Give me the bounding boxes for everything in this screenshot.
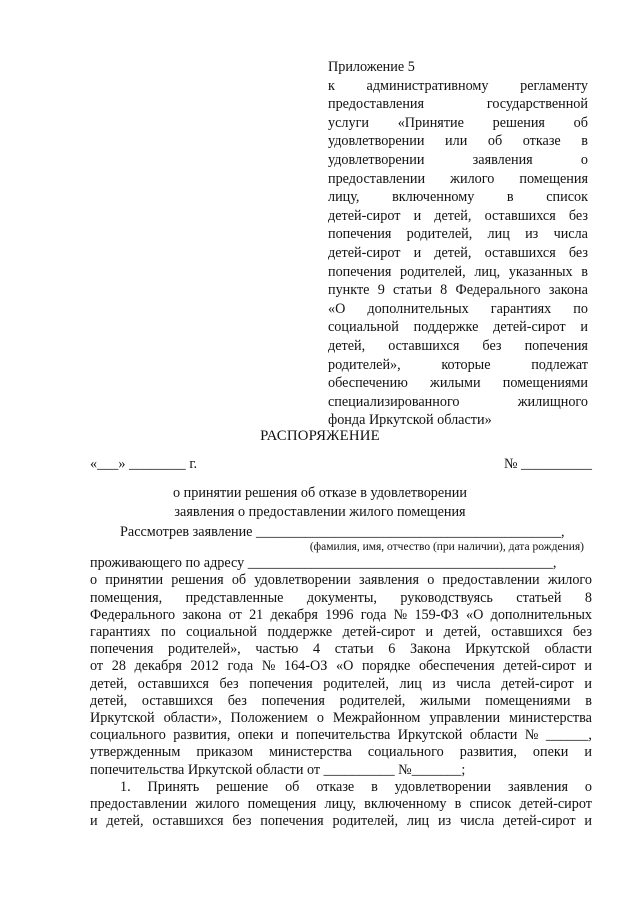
word: года xyxy=(360,606,387,623)
word: обеспечения xyxy=(418,658,495,675)
word: по xyxy=(160,624,176,641)
word: декабря xyxy=(134,658,182,675)
word: помещениями xyxy=(485,692,571,709)
word: детей, xyxy=(434,244,472,261)
word: оставшихся xyxy=(137,675,209,692)
word: и xyxy=(425,624,434,641)
word: из xyxy=(437,813,452,830)
word: государственной xyxy=(486,96,588,113)
subject-line-1: о принятии решения об отказе в удовлетворении xyxy=(173,485,467,501)
word: оставшихся xyxy=(491,624,563,641)
word: попечения xyxy=(249,675,313,692)
word: 1. xyxy=(120,778,131,795)
word: дополнительных xyxy=(367,300,469,317)
word: статьей xyxy=(516,589,562,606)
appendix-line-4 xyxy=(328,132,588,151)
word: из xyxy=(432,675,446,692)
word: дополнительных xyxy=(490,606,592,623)
word: родителей», xyxy=(328,356,401,373)
date-number-row xyxy=(90,456,592,473)
word: лицу, xyxy=(324,796,356,813)
word: детей-сирот xyxy=(503,658,576,675)
word: 4 xyxy=(313,641,321,658)
word: года xyxy=(227,658,254,675)
word: о xyxy=(90,572,98,589)
word: об xyxy=(487,133,503,150)
appendix-line-18 xyxy=(328,393,588,412)
word: и xyxy=(413,244,422,261)
word: приказом xyxy=(196,744,253,761)
word: удовлетворении xyxy=(328,133,425,150)
word: в xyxy=(506,189,514,206)
word: удовлетворении xyxy=(394,778,492,795)
appendix-line-8 xyxy=(328,207,588,226)
word: детей-сирот xyxy=(328,207,401,224)
word: об xyxy=(573,114,588,131)
word: помещения xyxy=(247,796,317,813)
word: попечительства xyxy=(295,727,391,744)
word: детей, xyxy=(106,813,144,830)
word: без xyxy=(572,624,592,641)
word: Иркутской xyxy=(397,727,463,744)
p1-line-2 xyxy=(90,796,592,813)
word: числа xyxy=(456,675,491,692)
word: без xyxy=(568,207,588,224)
word: административному xyxy=(366,77,489,94)
word: и xyxy=(90,813,98,830)
word: предоставления xyxy=(328,96,425,113)
word: социальной xyxy=(186,624,257,641)
word: указанных xyxy=(508,263,573,280)
word: обеспечению xyxy=(328,375,408,392)
body-line-11 xyxy=(90,744,592,761)
word: детей-сирот xyxy=(493,319,566,336)
word: отказе xyxy=(316,778,355,795)
word: закона xyxy=(548,282,588,299)
word: подлежат xyxy=(531,356,588,373)
word: родителей, xyxy=(400,263,466,280)
p1-line-3 xyxy=(90,813,592,830)
word: лиц xyxy=(487,226,510,243)
body-line-10 xyxy=(90,727,592,744)
word: № xyxy=(261,658,276,675)
word: жилищного xyxy=(517,393,588,410)
word: числа xyxy=(459,813,495,830)
word: Принять xyxy=(147,778,200,795)
word: статьи xyxy=(393,282,432,299)
appendix-line-5 xyxy=(328,151,588,170)
word: и xyxy=(584,675,592,692)
word: лицу, xyxy=(328,189,360,206)
word: лиц xyxy=(406,813,430,830)
appendix-line-10 xyxy=(328,244,588,263)
word: 8 xyxy=(440,282,448,299)
word: и xyxy=(280,727,289,744)
word: заявления xyxy=(359,572,420,589)
word: оставшихся xyxy=(141,692,214,709)
appendix-last-line: фонда Иркутской области» xyxy=(328,412,492,429)
word: родителей, xyxy=(339,692,406,709)
word: № xyxy=(393,606,408,623)
word: детей, xyxy=(90,692,128,709)
word: поддержке xyxy=(413,319,479,336)
word: родителей», xyxy=(168,641,241,658)
paragraph-1 xyxy=(90,779,592,831)
word: решения xyxy=(492,114,545,131)
word: предоставлении xyxy=(442,572,540,589)
word: попечения xyxy=(260,813,324,830)
word: 1996 xyxy=(325,606,354,623)
word: представленные xyxy=(185,589,284,606)
p1-line-1 xyxy=(90,779,592,796)
word: в xyxy=(454,796,462,813)
word: утвержденным xyxy=(90,744,181,761)
word: Федерального xyxy=(455,282,541,299)
word: жилого xyxy=(450,170,495,187)
word: удовлетворении xyxy=(254,572,351,589)
appendix-line-3 xyxy=(328,114,588,133)
word: области xyxy=(469,727,518,744)
word: опеки xyxy=(237,727,274,744)
word: порядке xyxy=(361,658,411,675)
word: решение xyxy=(216,778,269,795)
word: «О xyxy=(466,606,484,623)
body-line-5 xyxy=(90,641,592,658)
word: опеки xyxy=(532,744,569,761)
word: числа xyxy=(553,226,588,243)
word: Федерального xyxy=(90,606,176,623)
word: области», xyxy=(163,710,222,727)
word: руководствуясь xyxy=(400,589,493,606)
appendix-line-11 xyxy=(328,263,588,282)
word: социальной xyxy=(328,319,399,336)
order-subject xyxy=(0,484,640,522)
word: по xyxy=(573,300,588,317)
word: от xyxy=(90,658,104,675)
word: детей-сирот xyxy=(342,624,416,641)
body-lines xyxy=(90,572,592,761)
word: детей, xyxy=(443,624,481,641)
body-line-applicant xyxy=(90,524,592,541)
body-line-last xyxy=(90,762,592,779)
word: статьи xyxy=(334,641,374,658)
word: и xyxy=(584,658,592,675)
word: гарантиях xyxy=(90,624,151,641)
word: регламенту xyxy=(520,77,588,94)
word: в xyxy=(581,263,588,280)
word: список xyxy=(469,796,512,813)
word: развития, xyxy=(173,727,231,744)
word: включенному xyxy=(392,189,475,206)
word: «О xyxy=(335,658,354,675)
word: попечения xyxy=(524,337,588,354)
word: жилыми xyxy=(430,375,481,392)
word: социального xyxy=(367,744,444,761)
word: оставшихся xyxy=(484,244,556,261)
body-last-text: попечительства Иркутской области от __________ №_______; xyxy=(90,761,466,778)
word: 28 xyxy=(111,658,126,675)
word: попечения xyxy=(261,692,325,709)
word: детей-сирот xyxy=(503,813,576,830)
body-line-2 xyxy=(90,590,592,607)
word: лиц, xyxy=(474,263,501,280)
word: детей, xyxy=(90,675,128,692)
word: попечения xyxy=(328,226,392,243)
word: жилого xyxy=(547,572,592,589)
word: в xyxy=(585,692,592,709)
word: развития, xyxy=(459,744,517,761)
word: министерства xyxy=(508,710,592,727)
word: гарантиях xyxy=(490,300,552,317)
word: декабря xyxy=(270,606,318,623)
word: или xyxy=(445,133,468,150)
word: и xyxy=(584,744,592,761)
word: 159-ФЗ xyxy=(414,606,459,623)
word: помещения xyxy=(519,170,588,187)
appendix-line-17 xyxy=(328,374,588,393)
word: заявления xyxy=(507,778,568,795)
order-title: РАСПОРЯЖЕНИЕ xyxy=(260,428,380,444)
word: лиц xyxy=(399,675,422,692)
appendix-block xyxy=(328,58,588,430)
word: к xyxy=(328,77,335,94)
word: заявления xyxy=(472,151,533,168)
word: № xyxy=(524,727,539,744)
word: специализированного xyxy=(328,393,460,410)
word: жилого xyxy=(195,796,240,813)
appendix-line-9 xyxy=(328,225,588,244)
word: которые xyxy=(441,356,491,373)
word: Межрайонном xyxy=(332,710,421,727)
applicant-text: Рассмотрев заявление ___________________________________________, xyxy=(120,524,565,540)
applicant-caption: (фамилия, имя, отчество (при наличии), дата рождения) xyxy=(309,541,584,554)
appendix-title: Приложение 5 xyxy=(328,59,415,75)
word: 6 xyxy=(388,641,396,658)
word: от xyxy=(228,606,242,623)
word: 164-ОЗ xyxy=(283,658,328,675)
word: помещения, xyxy=(90,589,163,606)
word: список xyxy=(546,189,588,206)
word: услуги xyxy=(328,114,369,131)
appendix-line-7 xyxy=(328,188,588,207)
word: о xyxy=(580,151,588,168)
word: в xyxy=(581,133,588,150)
appendix-line-14 xyxy=(328,318,588,337)
word: и xyxy=(580,319,588,336)
word: 2012 xyxy=(190,658,219,675)
word: документы, xyxy=(306,589,377,606)
word: включенному xyxy=(364,796,447,813)
appendix-line-1 xyxy=(328,77,588,96)
word: 21 xyxy=(249,606,264,623)
body-line-4 xyxy=(90,624,592,641)
subject-line-2: заявления о предоставлении жилого помещения xyxy=(174,504,466,520)
word: родителей, xyxy=(332,813,399,830)
word: решения xyxy=(171,572,224,589)
appendix-line-2 xyxy=(328,95,588,114)
word: попечения xyxy=(328,263,392,280)
appendix-line-12 xyxy=(328,281,588,300)
word: оставшихся xyxy=(152,813,224,830)
appendix-line-16 xyxy=(328,356,588,375)
word: 9 xyxy=(377,282,385,299)
word: министерства xyxy=(268,744,352,761)
word: помещениями xyxy=(502,375,588,392)
address-text: проживающего по адресу ___________________________________________, xyxy=(90,555,557,572)
word: детей-сирот xyxy=(328,244,401,261)
word: удовлетворении xyxy=(328,151,425,168)
word: закона xyxy=(182,606,222,623)
word: детей, xyxy=(328,337,366,354)
body-line-9 xyxy=(90,710,592,727)
word: Иркутской xyxy=(90,710,155,727)
word: Положением xyxy=(230,710,308,727)
word: отказе xyxy=(522,133,561,150)
word: родителей, xyxy=(323,675,389,692)
body-line-1 xyxy=(90,572,592,589)
body-line-6 xyxy=(90,658,592,675)
word: области xyxy=(544,641,592,658)
word: «О xyxy=(328,300,346,317)
word: предоставлении xyxy=(90,796,188,813)
word: и xyxy=(584,813,592,830)
appendix-line-15 xyxy=(328,337,588,356)
order-number: № __________ xyxy=(503,456,592,472)
word: жилыми xyxy=(419,692,471,709)
word: о xyxy=(427,572,435,589)
order-body xyxy=(90,524,592,830)
word: детей-сирот xyxy=(519,796,592,813)
word: без xyxy=(568,244,588,261)
word: об xyxy=(231,572,247,589)
word: о xyxy=(584,778,592,795)
body-line-3 xyxy=(90,607,592,624)
word: частью xyxy=(255,641,299,658)
word: из xyxy=(525,226,539,243)
body-line-8 xyxy=(90,693,592,710)
body-line-7 xyxy=(90,676,592,693)
word: без xyxy=(219,675,239,692)
word: Иркутской xyxy=(465,641,530,658)
body-line-address xyxy=(90,555,592,572)
appendix-lines xyxy=(328,77,588,412)
word: 8 xyxy=(584,589,592,606)
word: без xyxy=(482,337,502,354)
word: без xyxy=(232,813,252,830)
word: оставшихся xyxy=(484,207,556,224)
word: принятии xyxy=(105,572,164,589)
appendix-line-6 xyxy=(328,170,588,189)
word: о xyxy=(316,710,324,727)
word: ______, xyxy=(545,727,592,744)
word: детей, xyxy=(434,207,472,224)
word: пункте xyxy=(328,282,370,299)
word: родителей, xyxy=(406,226,473,243)
word: и xyxy=(413,207,422,224)
word: предоставлении xyxy=(328,170,426,187)
word: без xyxy=(227,692,247,709)
word: детей-сирот xyxy=(501,675,574,692)
word: социального xyxy=(90,727,166,744)
word: попечения xyxy=(90,641,154,658)
appendix-line-13 xyxy=(328,300,588,319)
word: поддержке xyxy=(267,624,333,641)
word: «Принятие xyxy=(397,114,464,131)
order-date: «___» ________ г. xyxy=(90,456,198,472)
word: в xyxy=(371,778,378,795)
word: Закона xyxy=(409,641,451,658)
word: оставшихся xyxy=(388,337,460,354)
word: об xyxy=(285,778,300,795)
word: управлении xyxy=(429,710,501,727)
